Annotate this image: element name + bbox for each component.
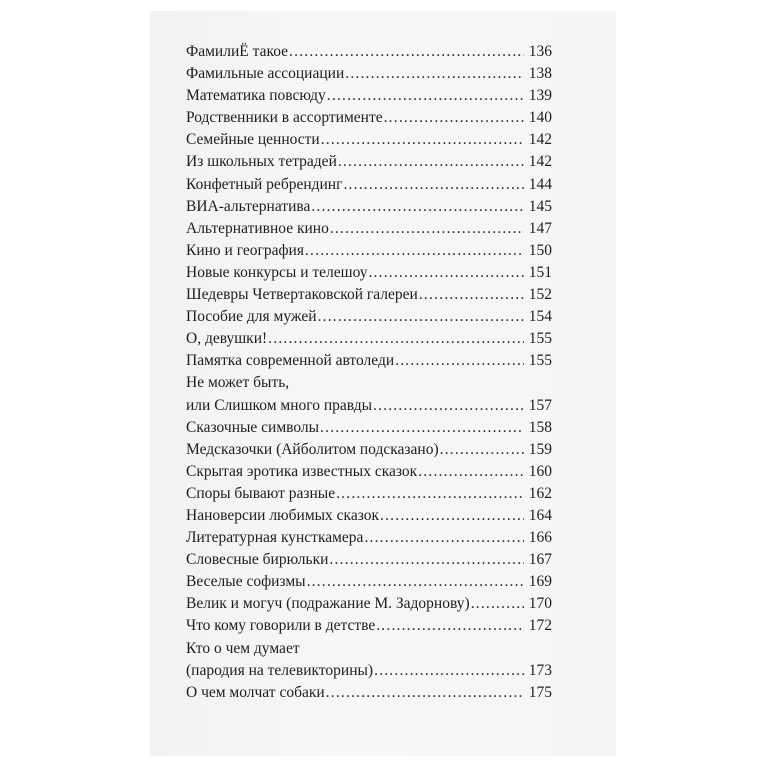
- toc-entry-title: Кино и география: [186, 241, 304, 259]
- toc-entry: [186, 527, 552, 549]
- toc-entry-title: Скрытая эротика известных сказок: [186, 462, 418, 480]
- toc-entry-page: 142: [528, 131, 552, 149]
- toc-entry: [186, 483, 552, 505]
- toc-entry-title: Математика повсюду: [186, 87, 326, 105]
- toc-entry: [186, 505, 552, 527]
- toc-entry-heading-line: [186, 372, 552, 394]
- toc-entry: [186, 85, 552, 107]
- toc-entry-page: 160: [528, 462, 552, 480]
- toc-entry-page: 158: [528, 418, 552, 436]
- toc-entry-title: (пародия на телевикторины): [186, 661, 374, 679]
- toc-entry-title: ВИА-альтернатива: [186, 197, 311, 215]
- toc-entry-page: 155: [528, 352, 552, 370]
- toc-entry: [186, 660, 552, 682]
- toc-entry-page: 164: [528, 506, 552, 524]
- toc-dot-leader: [471, 593, 524, 615]
- toc-dot-leader: [395, 350, 524, 372]
- toc-dot-leader: [318, 306, 524, 328]
- toc-entry: [186, 593, 552, 615]
- toc-entry: [186, 196, 552, 218]
- toc-entry-title: Сказочные символы: [186, 418, 320, 436]
- toc-entry: [186, 262, 552, 284]
- toc-entry: [186, 151, 552, 173]
- toc-entry-page: 157: [528, 396, 552, 414]
- toc-entry-title: О, девушки!: [186, 330, 268, 348]
- toc-entry-heading-line: [186, 638, 552, 660]
- toc-entry-page: 136: [528, 43, 552, 60]
- toc-entry-page: 169: [528, 573, 552, 591]
- toc-entry-title: Велик и могуч (подражание М. Задорнову): [186, 595, 470, 613]
- toc-entry-title: Новые конкурсы и телешоу: [186, 263, 368, 281]
- toc-entry: [186, 615, 552, 637]
- toc-dot-leader: [440, 439, 524, 461]
- toc-entry-page: 155: [528, 330, 552, 348]
- toc-entry-title: О чем молчат собаки: [186, 683, 325, 701]
- toc-entry-page: 140: [528, 109, 552, 127]
- toc-dot-leader: [289, 41, 524, 63]
- toc-entry: [186, 395, 552, 417]
- toc-entry-title: Пособие для мужей: [186, 308, 317, 326]
- toc-entry-title: Памятка современной автоледи: [186, 352, 395, 370]
- toc-entry-page: 151: [528, 263, 552, 281]
- toc-entry: [186, 129, 552, 151]
- toc-dot-leader: [330, 218, 524, 240]
- toc-entry: [186, 461, 552, 483]
- toc-entry: [186, 439, 552, 461]
- toc-entry-title: или Слишком много правды: [186, 396, 372, 414]
- toc-entry: [186, 571, 552, 593]
- toc-entry-title: Из школьных тетрадей: [186, 153, 337, 171]
- toc-entry: [186, 240, 552, 262]
- toc-entry-page: 144: [528, 175, 552, 193]
- toc-entry-title: Нановерсии любимых сказок: [186, 506, 380, 524]
- toc-dot-leader: [419, 284, 524, 306]
- toc-entry-title: Не может быть,: [186, 374, 290, 392]
- toc-entry-title: Шедевры Четвертаковской галереи: [186, 286, 418, 304]
- toc-entry-page: 138: [528, 65, 552, 83]
- toc-dot-leader: [327, 85, 524, 107]
- toc-entry: [186, 63, 552, 85]
- toc-dot-leader: [336, 483, 524, 505]
- toc-dot-leader: [380, 505, 524, 527]
- toc-entry: [186, 417, 552, 439]
- toc-entry-page: 173: [528, 661, 552, 679]
- toc-entry-title: Литературная кунсткамера: [186, 529, 364, 547]
- toc-entry-page: 152: [528, 286, 552, 304]
- toc-entry-page: 145: [528, 197, 552, 215]
- toc-dot-leader: [326, 682, 524, 704]
- toc-entry: [186, 174, 552, 196]
- toc-dot-leader: [305, 240, 524, 262]
- toc-entry-title: Кто о чем думает: [186, 639, 300, 657]
- toc-entry-page: 139: [528, 87, 552, 105]
- toc-entry: [186, 682, 552, 704]
- toc-dot-leader: [345, 63, 524, 85]
- toc-entry-title: Веселые софизмы: [186, 573, 306, 591]
- toc-entry-page: 172: [528, 617, 552, 635]
- toc-entry: [186, 107, 552, 129]
- toc-entry-title: Споры бывают разные: [186, 484, 336, 502]
- toc-entry-title: Что кому говорили в детстве: [186, 617, 376, 635]
- toc-dot-leader: [311, 196, 524, 218]
- toc-dot-leader: [321, 129, 524, 151]
- toc-dot-leader: [418, 461, 524, 483]
- toc-entry-page: 154: [528, 308, 552, 326]
- toc-entry: [186, 218, 552, 240]
- toc-entry-title: ФамилиЁ такое: [186, 43, 289, 60]
- toc-dot-leader: [364, 527, 524, 549]
- toc-dot-leader: [374, 660, 524, 682]
- toc-dot-leader: [268, 328, 524, 350]
- toc-entry-page: 159: [528, 440, 552, 458]
- toc-entry-title: Семейные ценности: [186, 131, 320, 149]
- toc-entry-title: Медсказочки (Айболитом подсказано): [186, 440, 439, 458]
- toc-entry-title: Альтернативное кино: [186, 219, 329, 237]
- toc-entry-page: 142: [528, 153, 552, 171]
- toc-entry: [186, 350, 552, 372]
- toc-dot-leader: [384, 107, 524, 129]
- toc-entry: [186, 284, 552, 306]
- toc-entry-page: 162: [528, 484, 552, 502]
- toc-entry-title: Родственники в ассортименте: [186, 109, 383, 127]
- toc-entry-page: 147: [528, 219, 552, 237]
- toc-dot-leader: [320, 417, 524, 439]
- toc-dot-leader: [373, 395, 524, 417]
- toc-dot-leader: [376, 615, 524, 637]
- toc-entry: [186, 306, 552, 328]
- toc-entry: [186, 328, 552, 350]
- toc-entry-page: 167: [528, 551, 552, 569]
- toc-entry: [186, 549, 552, 571]
- toc-entry-title: Фамильные ассоциации: [186, 65, 345, 83]
- toc-entry-page: 166: [528, 529, 552, 547]
- toc-entry: [186, 41, 552, 63]
- toc-entry-title: Конфетный ребрендинг: [186, 175, 343, 193]
- toc-entry-title: Словесные бирюльки: [186, 551, 329, 569]
- toc-dot-leader: [343, 174, 524, 196]
- table-of-contents: [186, 41, 552, 704]
- toc-entry-page: 150: [528, 241, 552, 259]
- toc-dot-leader: [338, 151, 524, 173]
- toc-dot-leader: [368, 262, 524, 284]
- toc-dot-leader: [329, 549, 524, 571]
- toc-dot-leader: [307, 571, 524, 593]
- toc-entry-page: 175: [528, 683, 552, 701]
- toc-entry-page: 170: [528, 595, 552, 613]
